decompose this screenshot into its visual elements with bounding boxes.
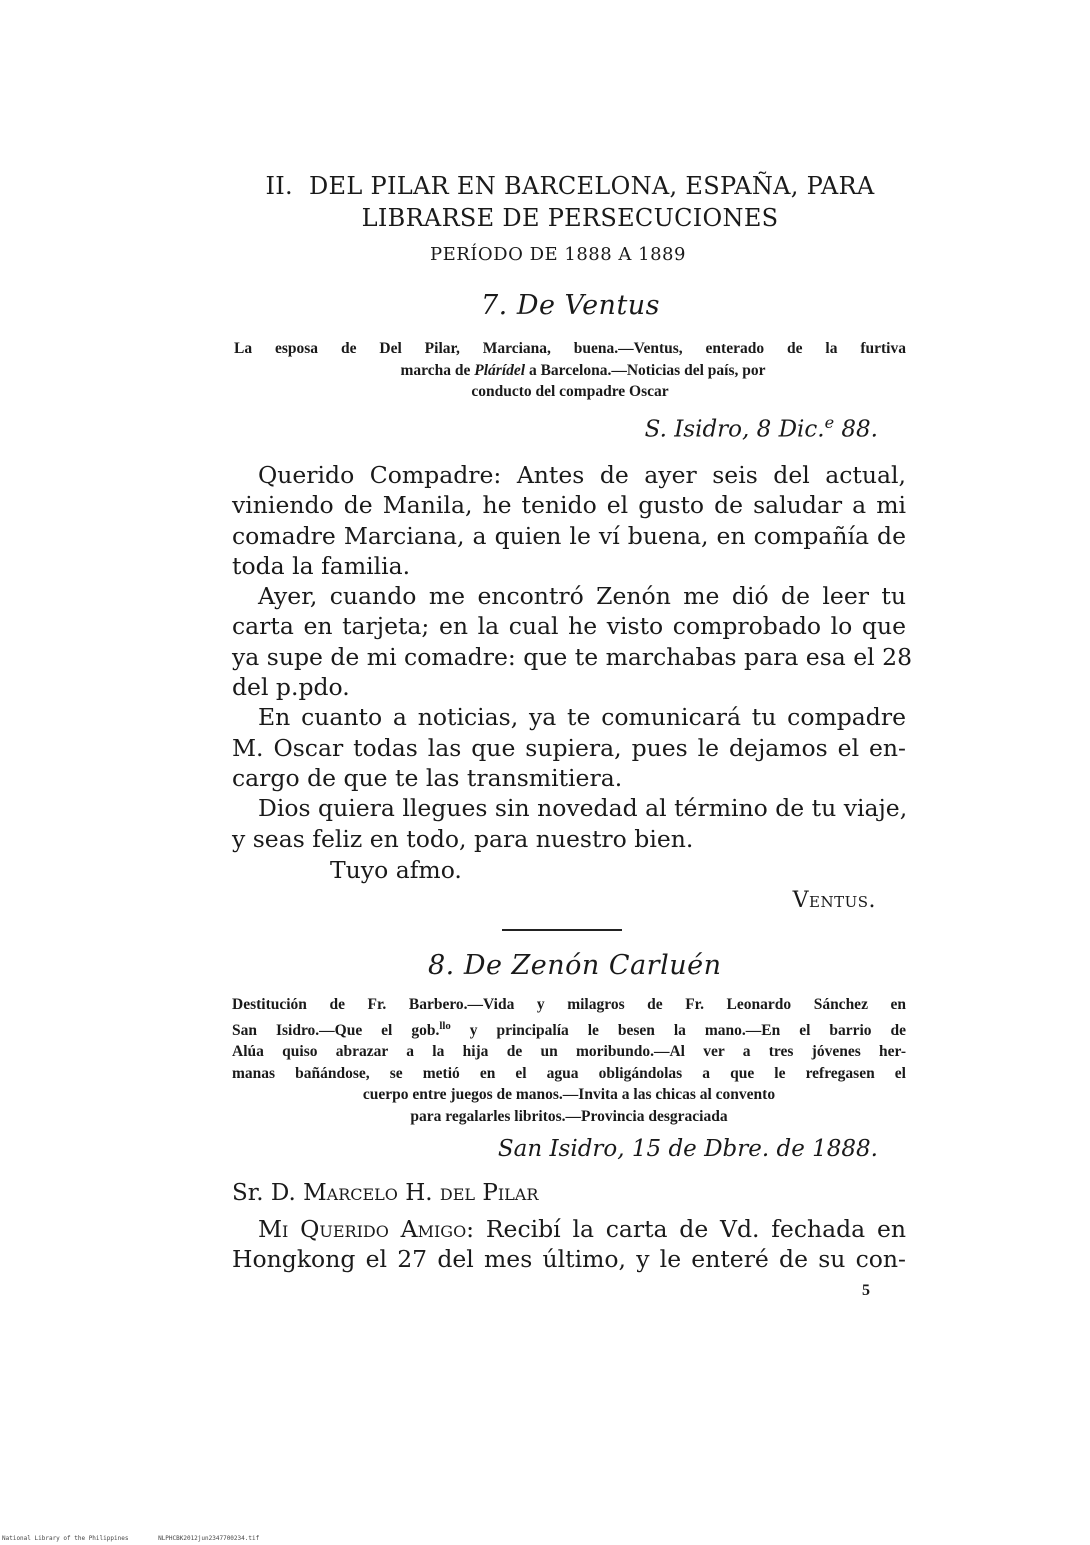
chapter-number: II. [265, 172, 293, 200]
period-subtitle: PERÍODO DE 1888 A 1889 [430, 244, 686, 265]
letter8-summary [232, 994, 906, 1127]
letter8-body [232, 1214, 906, 1275]
chapter-title-line1: II. DEL PILAR EN BARCELONA, ESPAÑA, PARA [265, 172, 875, 200]
letter8-addressee: Sr. D. Marcelo H. del Pilar [232, 1180, 539, 1206]
paragraph: Ayer, cuando me encontró Zenón me dió de leer tu carta en tarjeta; en la cual he visto comprobado lo que ya supe de mi comadre: que te marchabas para esa el 28 del p.pdo. [232, 582, 913, 702]
letter7-heading: 7. De Ventus [481, 290, 661, 321]
scan-footer [2, 1535, 285, 1542]
paragraph: En cuanto a noticias, ya te comunicará tu compadre M. Oscar todas las que supiera, pues le dejamos el en- cargo de que te las transmitiera. [232, 703, 906, 792]
chapter-title-line2: LIBRARSE DE PERSECUCIONES [361, 204, 779, 232]
paragraph: Mi Querido Amigo: Recibí la carta de Vd. fechada en Hongkong el 27 del mes último, y le enteré de su con- [232, 1215, 906, 1274]
footer-library: National Library of the Philippines [2, 1535, 129, 1542]
letter8-summary-line: cuerpo entre juegos de manos.—Invita a las chicas al convento [362, 1086, 776, 1104]
footer-filename: NLPHCBK2012jun2347700234.tif [158, 1535, 260, 1542]
paragraph: Dios quiera llegues sin novedad al término de tu viaje, y seas feliz en todo, para nuestro bien. [232, 794, 908, 853]
section-divider [502, 929, 622, 931]
letter7-summary [234, 338, 906, 403]
letter7-summary-line: marcha de Plárídel a Barcelona.—Noticias del país, por [400, 361, 766, 379]
letter7-closing: Tuyo afmo. [330, 856, 462, 884]
letter8-summary-line: Alúa quiso abrazar a la hija de un moribundo.—Al ver a tres jóvenes her- [232, 1043, 906, 1061]
letter7-summary-line: La esposa de Del Pilar, Marciana, buena.—Ventus, enterado de la furtiva [234, 340, 906, 357]
letter8-summary-line: Destitución de Fr. Barbero.—Vida y milagros de Fr. Leonardo Sánchez en [232, 996, 906, 1013]
letter8-heading: 8. De Zenón Carluén [428, 950, 722, 981]
paragraph: Querido Compadre: Antes de ayer seis del actual, viniendo de Manila, he tenido el gusto de saludar a mi comadre Marciana, a quien le ví buena, en compañía de toda la familia. [232, 461, 906, 580]
letter7-summary-line: conducto del compadre Oscar [471, 383, 669, 400]
page-number: 5 [862, 1282, 870, 1299]
letter8-summary-line: San Isidro.—Que el gob.$^{llo}$ y principalía le besen la mano.—En el barrio de [232, 1019, 907, 1039]
letter7-body [232, 460, 913, 854]
letter8-summary-line: para regalarles libritos.—Provincia desgraciada [410, 1107, 728, 1125]
letter7-signature: Ventus. [792, 888, 876, 913]
chapter-title [230, 170, 910, 234]
salutation: Mi Querido Amigo: [258, 1215, 475, 1243]
letter8-dateline: San Isidro, 15 de Dbre. de 1888. [497, 1136, 878, 1162]
letter7-dateline: S. Isidro, 8 Dic.$^e$ 88. [644, 413, 878, 443]
letter8-summary-line: manas bañándose, se metió en el agua obligándolas a que le refregasen el [232, 1064, 906, 1082]
